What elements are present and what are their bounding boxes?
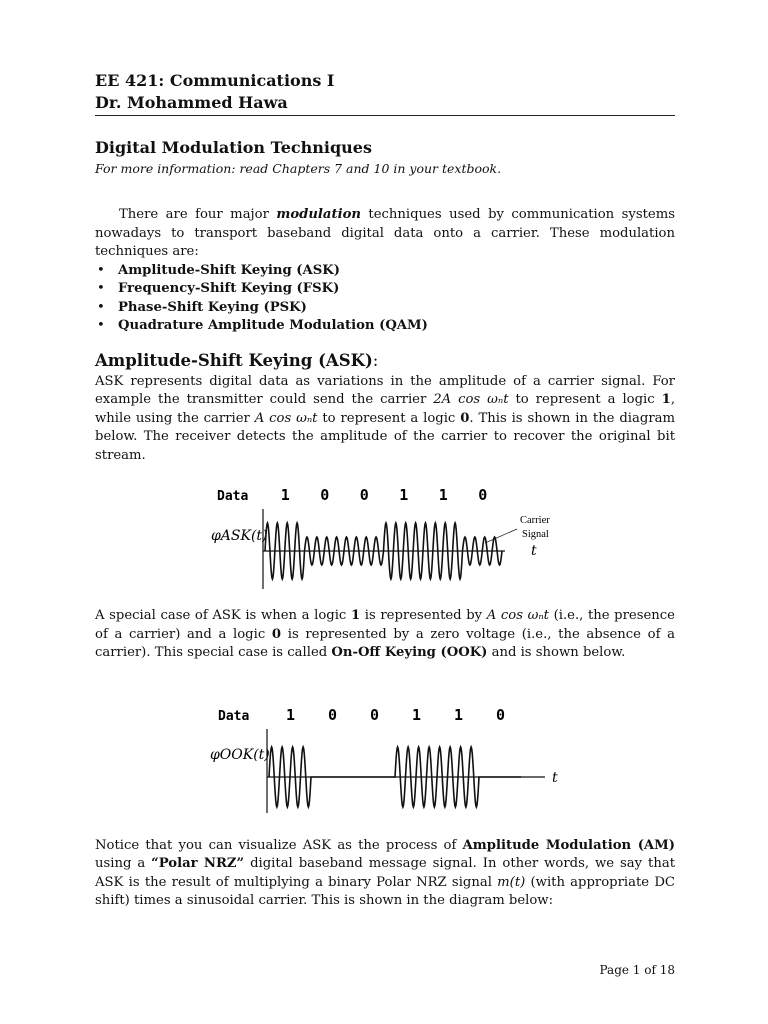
bit-label: 1 <box>286 705 296 724</box>
data-label: Data <box>218 708 250 724</box>
bit-label: 1 <box>438 486 448 504</box>
ask-waveform-diagram <box>205 481 550 593</box>
data-label: Data <box>217 489 249 504</box>
ook-paragraph: A special case of ASK is when a logic 1 is represented by A cos ωₙt (i.e., the presence of a carrier) and a logic 0 is represented by a zero voltage (i.e., the absence of a carrier). This special case is called On-Off Keying (OOK) and is shown below. <box>95 608 675 660</box>
document-subtitle: For more information: read Chapters 7 and 10 in your textbook. <box>95 161 502 176</box>
t-axis-label: t <box>552 769 558 786</box>
annotation-arrow <box>485 529 517 543</box>
ask-heading: Amplitude-Shift Keying (ASK): <box>95 350 379 370</box>
ook-figure <box>210 701 675 821</box>
bit-labels <box>286 706 505 724</box>
annotation-signal: Signal <box>522 529 549 540</box>
bit-label: 0 <box>496 705 506 724</box>
ask-figure <box>205 481 675 593</box>
bit-label: 0 <box>359 486 369 504</box>
ask-paragraph: ASK represents digital data as variations in the amplitude of a carrier signal. For example the transmitter could send the carrier 2A cos ωₙt to represent a logic 1, while using the carrier A cos ωₙt to represent a logic 0. This is shown in the diagram below. The receiver detects the amplitude of the carrier to recover the original bit stream. <box>95 373 676 463</box>
bit-labels <box>281 486 488 504</box>
document-title: Digital Modulation Techniques <box>95 138 372 157</box>
bit-label: 1 <box>412 705 422 724</box>
am-paragraph: Notice that you can visualize ASK as the process of Amplitude Modulation (AM) using a “Polar NRZ” digital baseband message signal. In other words, we say that ASK is the result of multiplying a binary Polar NRZ signal m(t) (with appropriate DC shift) times a sinusoidal carrier. This is shown in the diagram below: <box>95 837 675 908</box>
list-item: • Quadrature Amplitude Modulation (QAM) <box>97 318 428 333</box>
page-number: Page 1 of 18 <box>599 963 675 977</box>
annotation-carrier: Carrier <box>520 515 550 526</box>
intro-paragraph: There are four major modulation techniques used by communication systems nowadays to transport baseband digital data onto a carrier. These modulation techniques are: <box>95 207 675 259</box>
list-item: • Phase-Shift Keying (PSK) <box>97 299 307 315</box>
bit-label: 0 <box>478 486 488 504</box>
bit-label: 1 <box>454 705 464 724</box>
bit-label: 1 <box>399 486 409 504</box>
ook-waveform-diagram <box>210 701 570 821</box>
bit-label: 1 <box>280 486 290 504</box>
bit-label: 0 <box>370 705 380 724</box>
author-name: Dr. Mohammed Hawa <box>95 93 288 112</box>
t-axis-label: t <box>531 543 537 559</box>
bit-label: 0 <box>328 705 338 724</box>
list-item: • Amplitude-Shift Keying (ASK) <box>97 262 340 278</box>
list-item: • Frequency-Shift Keying (FSK) <box>97 281 340 296</box>
y-axis-label: φASK(t) <box>211 528 268 544</box>
bit-label: 0 <box>320 486 330 504</box>
course-title: EE 421: Communications I <box>95 71 335 90</box>
document-page <box>95 70 675 911</box>
technique-list <box>95 262 675 336</box>
y-axis-label: φOOK(t) <box>210 746 270 763</box>
header-rule <box>95 115 675 116</box>
